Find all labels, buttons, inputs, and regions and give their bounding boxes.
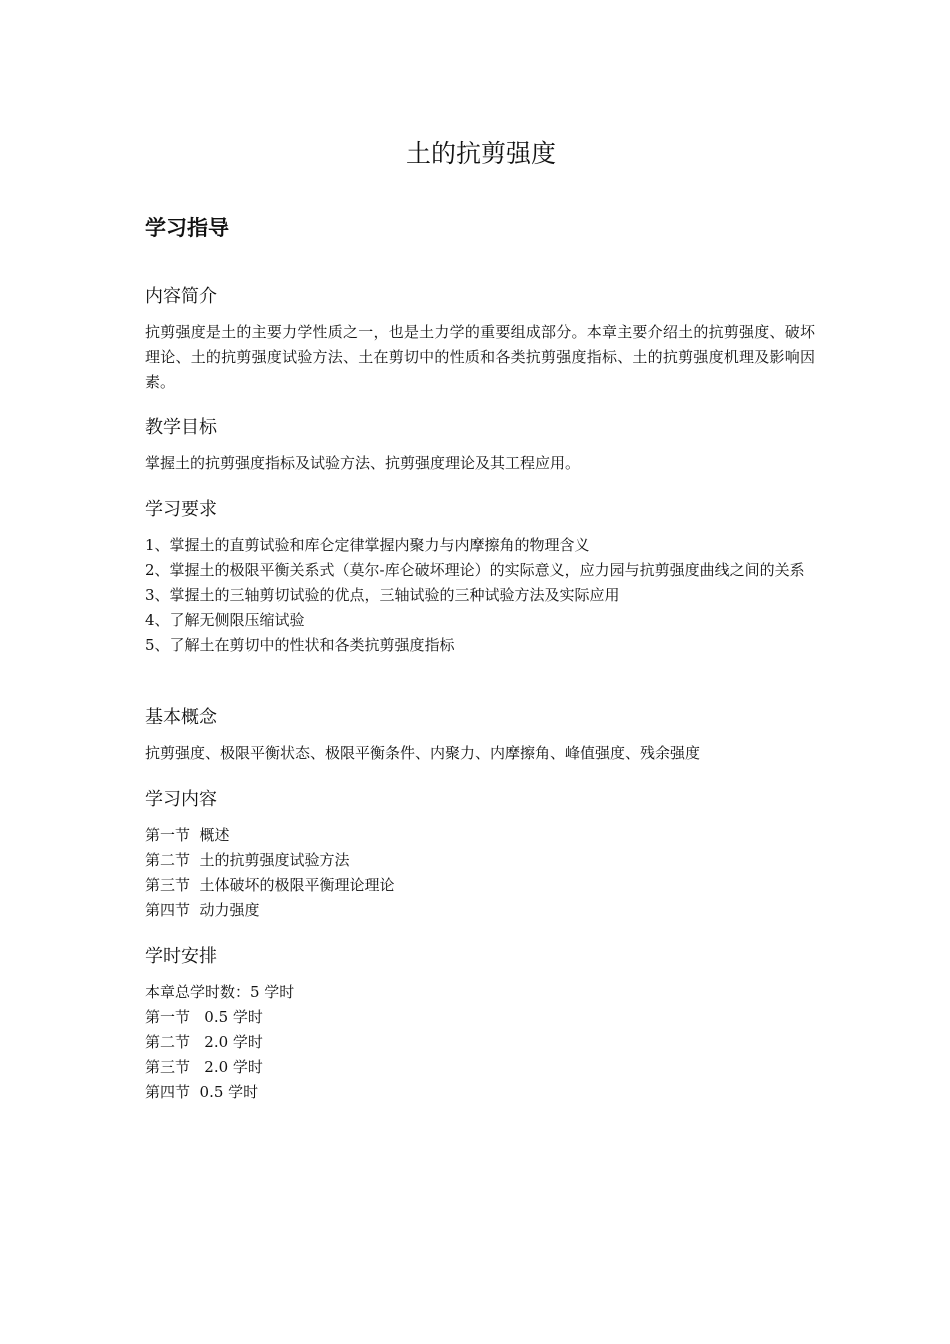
contents-item: 第一节 概述	[145, 826, 230, 844]
section-schedule	[145, 944, 815, 1105]
requirement-item: 3、掌握土的三轴剪切试验的优点，三轴试验的三种试验方法及实际应用	[145, 586, 620, 604]
section-heading-goals: 教学目标	[145, 417, 217, 438]
requirement-item: 5、了解土在剪切中的性状和各类抗剪强度指标	[145, 636, 455, 654]
section-heading-contents: 学习内容	[145, 789, 217, 810]
contents-item: 第二节 土的抗剪强度试验方法	[145, 851, 350, 869]
section-goals	[145, 415, 815, 476]
schedule-item: 本章总学时数：5 学时	[145, 983, 295, 1001]
schedule-item: 第三节 2.0 学时	[145, 1058, 263, 1076]
contents-item: 第三节 土体破坏的极限平衡理论理论	[145, 876, 395, 894]
section-requirements	[145, 497, 815, 658]
section-contents	[145, 787, 815, 923]
section-heading-intro: 内容简介	[145, 286, 217, 307]
schedule-item: 第一节 0.5 学时	[145, 1008, 263, 1026]
section-intro	[145, 284, 815, 395]
document-title: 土的抗剪强度	[405, 139, 556, 168]
schedule-item: 第二节 2.0 学时	[145, 1033, 263, 1051]
section-heading-concepts: 基本概念	[145, 707, 217, 728]
schedule-item: 第四节 0.5 学时	[145, 1083, 259, 1101]
section-concepts	[145, 705, 815, 766]
contents-item: 第四节 动力强度	[145, 901, 260, 919]
goals-paragraph: 掌握土的抗剪强度指标及试验方法、抗剪强度理论及其工程应用。	[145, 454, 581, 472]
requirement-item: 2、掌握土的极限平衡关系式（莫尔-库仑破坏理论）的实际意义，应力园与抗剪强度曲线之间的关系	[145, 561, 805, 579]
intro-paragraph: 抗剪强度是土的主要力学性质之一，也是土力学的重要组成部分。本章主要介绍土的抗剪强度、破坏理论、土的抗剪强度试验方法、土在剪切中的性质和各类抗剪强度指标、土的抗剪强度机理及影响因素。	[145, 323, 815, 391]
section-heading-requirements: 学习要求	[145, 499, 217, 520]
requirement-item: 1、掌握土的直剪试验和库仑定律掌握内聚力与内摩擦角的物理含义	[145, 536, 590, 554]
study-guide-heading: 学习指导	[145, 216, 229, 240]
requirement-item: 4、了解无侧限压缩试验	[145, 611, 305, 629]
concepts-paragraph: 抗剪强度、极限平衡状态、极限平衡条件、内聚力、内摩擦角、峰值强度、残余强度	[145, 744, 701, 762]
section-heading-schedule: 学时安排	[145, 946, 217, 967]
